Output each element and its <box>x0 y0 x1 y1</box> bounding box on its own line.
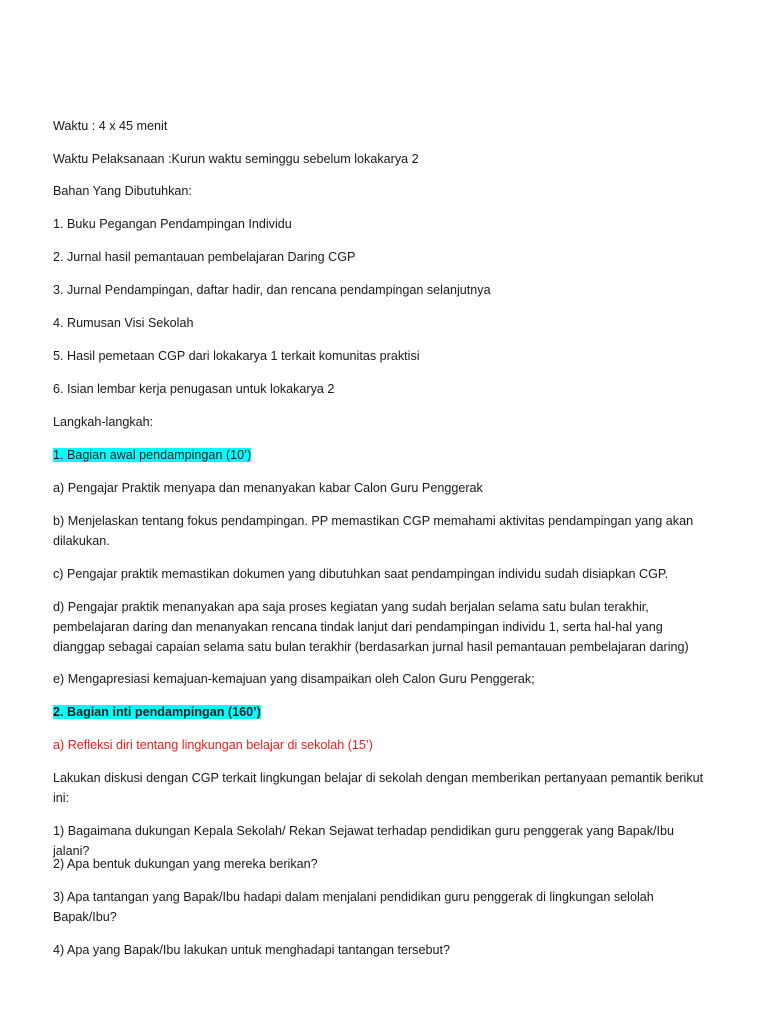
section1-item: c) Pengajar praktik memastikan dokumen yang dibutuhkan saat pendampingan individu sudah disiapkan CGP. <box>53 567 669 581</box>
langkah-heading: Langkah-langkah: <box>53 415 154 429</box>
section2-heading-text: 2. Bagian inti pendampingan (160’) <box>53 705 261 719</box>
section2-intro: Lakukan diskusi dengan CGP terkait lingkungan belajar di sekolah dengan memberikan pertanyaan pemantik berikut ini: <box>53 771 704 805</box>
section1-item: a) Pengajar Praktik menyapa dan menanyakan kabar Calon Guru Penggerak <box>53 481 483 495</box>
section2-subheading: a) Refleksi diri tentang lingkungan belajar di sekolah (15’) <box>53 738 373 752</box>
bahan-item: 4. Rumusan Visi Sekolah <box>53 316 194 330</box>
bahan-heading: Bahan Yang Dibutuhkan: <box>53 184 192 198</box>
waktu-line: Waktu : 4 x 45 menit <box>53 119 168 133</box>
section1-item: b) Menjelaskan tentang fokus pendampingan. PP memastikan CGP memahami aktivitas pendampingan yang akan dilakukan. <box>53 514 694 548</box>
waktu-pelaksanaan-line: Waktu Pelaksanaan :Kurun waktu seminggu sebelum lokakarya 2 <box>53 152 419 166</box>
section1-heading <box>53 445 713 465</box>
question-item: 1) Bagaimana dukungan Kepala Sekolah/ Rekan Sejawat terhadap pendidikan guru penggerak yang Bapak/Ibu jalani? <box>53 824 675 858</box>
bahan-item: 2. Jurnal hasil pemantauan pembelajaran Daring CGP <box>53 250 356 264</box>
bahan-item: 3. Jurnal Pendampingan, daftar hadir, dan rencana pendampingan selanjutnya <box>53 283 491 297</box>
bahan-item: 6. Isian lembar kerja penugasan untuk lokakarya 2 <box>53 382 335 396</box>
question-item: 3) Apa tantangan yang Bapak/Ibu hadapi dalam menjalani pendidikan guru penggerak di lingkungan selolah Bapak/Ibu? <box>53 890 654 924</box>
section1-heading-text: 1. Bagian awal pendampingan (10’) <box>53 448 252 462</box>
question-item: 4) Apa yang Bapak/Ibu lakukan untuk menghadapi tantangan tersebut? <box>53 943 450 957</box>
question-item: 2) Apa bentuk dukungan yang mereka berikan? <box>53 857 318 871</box>
section1-item: e) Mengapresiasi kemajuan-kemajuan yang disampaikan oleh Calon Guru Penggerak; <box>53 672 535 686</box>
bahan-item: 1. Buku Pegangan Pendampingan Individu <box>53 217 292 231</box>
section1-item: d) Pengajar praktik menanyakan apa saja proses kegiatan yang sudah berjalan selama satu bulan terakhir, pembelajaran daring dan menanyakan rencana tindak lanjut dari pendampingan individu 1, serta hal-hal yang dianggap sebagai capaian selama satu bulan terakhir (berdasarkan jurnal hasil pemantauan pembelajaran daring) <box>53 600 689 654</box>
section2-heading <box>53 702 713 722</box>
bahan-item: 5. Hasil pemetaan CGP dari lokakarya 1 terkait komunitas praktisi <box>53 349 420 363</box>
